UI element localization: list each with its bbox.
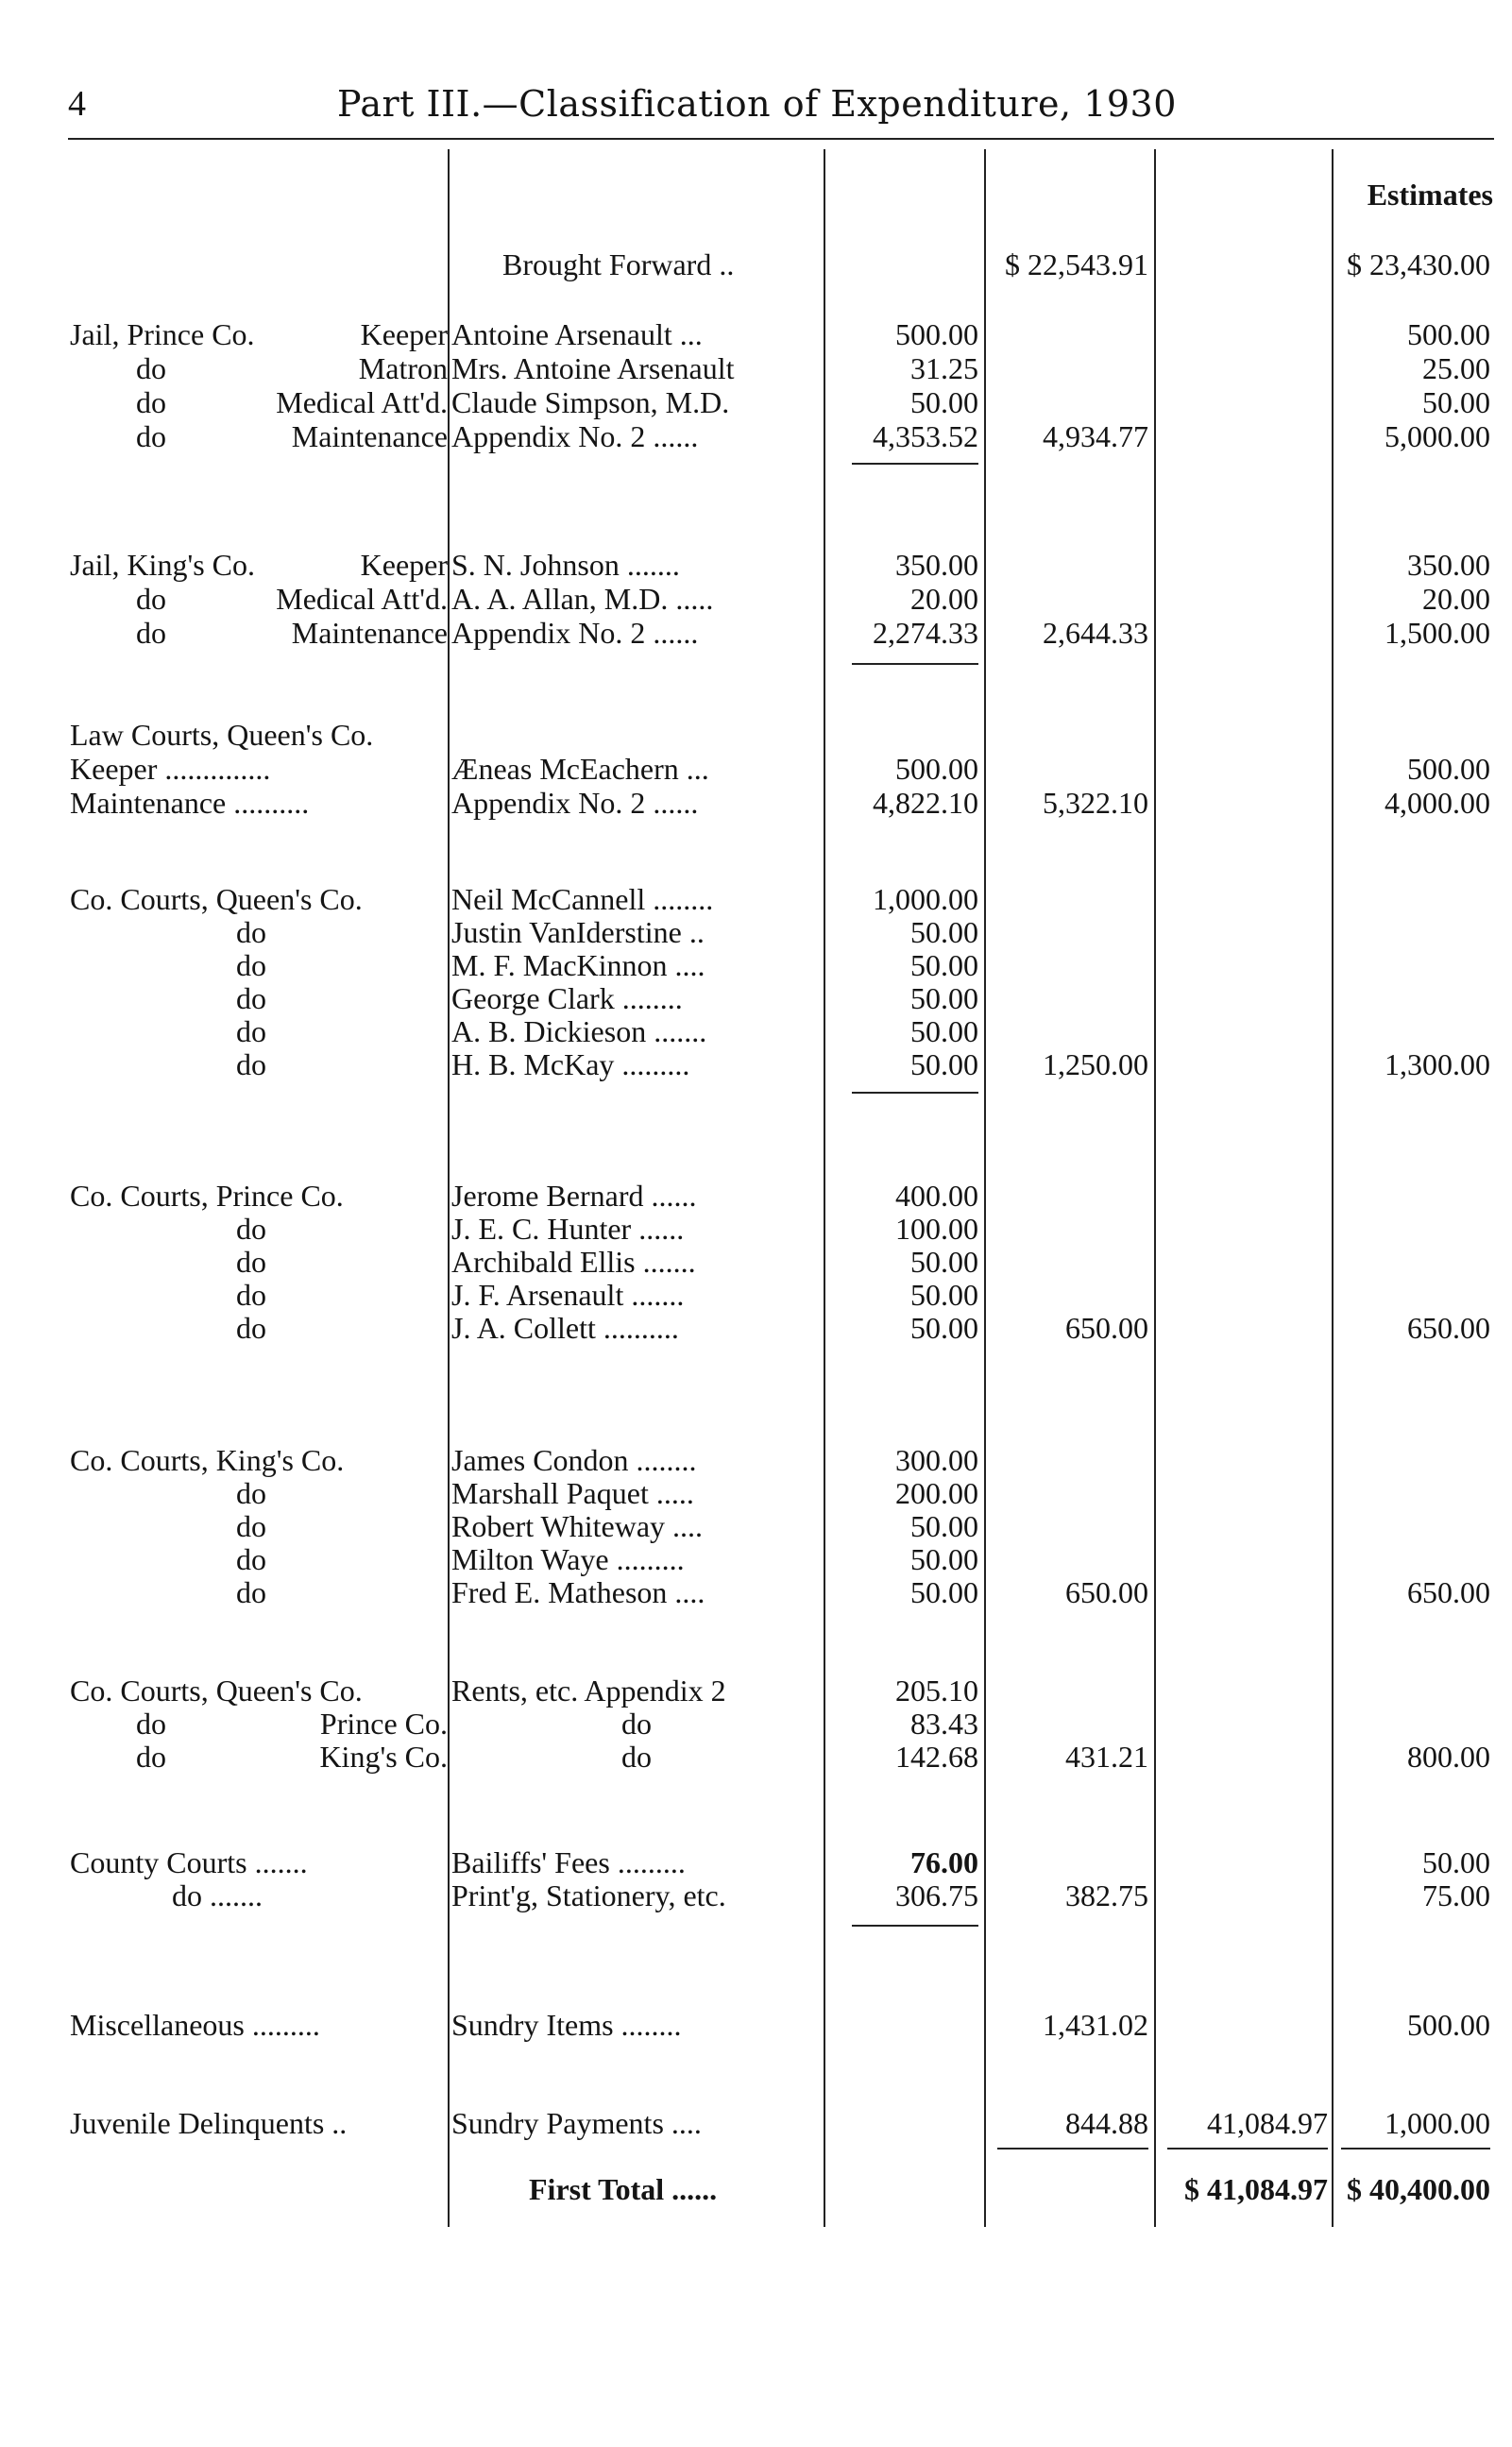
row-item-amount: 50.00 bbox=[910, 385, 978, 419]
row-payee: Milton Waye ......... bbox=[451, 1542, 685, 1576]
row-item-amount: 100.00 bbox=[895, 1212, 978, 1246]
table-row bbox=[0, 1014, 1512, 1048]
row-label: do bbox=[136, 419, 166, 453]
table-row bbox=[0, 718, 1512, 752]
row-payee: Fred E. Matheson .... bbox=[451, 1575, 705, 1609]
estimate-rule bbox=[1341, 2148, 1490, 2150]
row-item-amount: 50.00 bbox=[910, 1542, 978, 1576]
row-item-amount: 50.00 bbox=[910, 981, 978, 1015]
table-row bbox=[0, 1878, 1512, 1912]
row-item-amount: 4,822.10 bbox=[873, 786, 978, 820]
row-label: Maintenance .......... bbox=[70, 786, 310, 820]
row-payee: J. F. Arsenault ....... bbox=[451, 1278, 685, 1312]
row-item-amount: 1,000.00 bbox=[873, 882, 978, 916]
subtotal-rule bbox=[852, 1925, 978, 1927]
row-item-amount: 500.00 bbox=[895, 752, 978, 786]
row-label: do ....... bbox=[172, 1878, 263, 1912]
row-estimate: 1,500.00 bbox=[1385, 616, 1490, 650]
first-total-amount: $ 41,084.97 bbox=[1184, 2172, 1328, 2206]
row-label-right: Matron bbox=[358, 351, 448, 385]
row-payee: J. E. C. Hunter ...... bbox=[451, 1212, 685, 1246]
table-row bbox=[0, 1212, 1512, 1246]
row-subtotal: 431.21 bbox=[1065, 1740, 1148, 1774]
first-total-row bbox=[0, 2172, 1512, 2206]
table-row bbox=[0, 2106, 1512, 2140]
row-item-amount: 20.00 bbox=[910, 582, 978, 616]
estimates-heading: Estimates bbox=[1367, 178, 1493, 212]
row-payee: do bbox=[621, 1707, 652, 1741]
subtotal-rule bbox=[852, 463, 978, 465]
row-label: do bbox=[236, 1476, 266, 1510]
subtotal-rule bbox=[852, 663, 978, 665]
row-estimate: 25.00 bbox=[1422, 351, 1490, 385]
row-item-amount: 142.68 bbox=[895, 1740, 978, 1774]
row-label-right: Medical Att'd. bbox=[276, 385, 448, 419]
table-row bbox=[0, 1179, 1512, 1213]
row-label: do bbox=[236, 1575, 266, 1609]
row-label: Co. Courts, Queen's Co. bbox=[70, 882, 363, 916]
row-label: Co. Courts, Prince Co. bbox=[70, 1179, 344, 1213]
row-subtotal: 1,431.02 bbox=[1043, 2008, 1148, 2042]
row-estimate: 350.00 bbox=[1407, 548, 1490, 582]
row-item-amount: 50.00 bbox=[910, 1014, 978, 1048]
row-label: do bbox=[136, 616, 166, 650]
row-label: do bbox=[236, 948, 266, 982]
row-item-amount: 205.10 bbox=[895, 1674, 978, 1708]
page-header bbox=[68, 83, 1249, 140]
table-row bbox=[0, 752, 1512, 786]
row-item-amount: 50.00 bbox=[910, 948, 978, 982]
row-subtotal: 5,322.10 bbox=[1043, 786, 1148, 820]
row-label: do bbox=[236, 1278, 266, 1312]
table-row bbox=[0, 1575, 1512, 1609]
row-label-right: Medical Att'd. bbox=[276, 582, 448, 616]
row-label: do bbox=[236, 1509, 266, 1543]
table-row bbox=[0, 548, 1512, 582]
row-payee: A. A. Allan, M.D. ..... bbox=[451, 582, 714, 616]
row-label: do bbox=[236, 1014, 266, 1048]
table-row bbox=[0, 882, 1512, 916]
row-label: Keeper .............. bbox=[70, 752, 271, 786]
row-payee: Marshall Paquet ..... bbox=[451, 1476, 694, 1510]
row-payee: A. B. Dickieson ....... bbox=[451, 1014, 707, 1048]
row-estimate: 650.00 bbox=[1407, 1575, 1490, 1609]
table-row bbox=[0, 317, 1512, 351]
row-payee: S. N. Johnson ....... bbox=[451, 548, 680, 582]
table-row bbox=[0, 786, 1512, 820]
row-payee: Bailiffs' Fees ......... bbox=[451, 1845, 686, 1879]
row-estimate: 1,000.00 bbox=[1385, 2106, 1490, 2140]
header-rule bbox=[68, 138, 1494, 140]
table-row bbox=[0, 2008, 1512, 2042]
row-label-right: Keeper bbox=[360, 548, 448, 582]
row-label: do bbox=[136, 1707, 166, 1741]
table-row bbox=[0, 582, 1512, 616]
row-label: do bbox=[236, 981, 266, 1015]
table-row bbox=[0, 1509, 1512, 1543]
table-row bbox=[0, 1476, 1512, 1510]
row-subtotal: 844.88 bbox=[1065, 2106, 1148, 2140]
row-estimate: 500.00 bbox=[1407, 752, 1490, 786]
row-payee: do bbox=[621, 1740, 652, 1774]
row-label: do bbox=[236, 1245, 266, 1279]
table-row bbox=[0, 1311, 1512, 1345]
table-row bbox=[0, 1542, 1512, 1576]
row-label: do bbox=[236, 1047, 266, 1081]
table-row bbox=[0, 1740, 1512, 1774]
subtotal-rule bbox=[852, 1092, 978, 1094]
table-row bbox=[0, 419, 1512, 453]
row-subtotal: 382.75 bbox=[1065, 1878, 1148, 1912]
row-label: do bbox=[136, 385, 166, 419]
row-item-amount: 83.43 bbox=[910, 1707, 978, 1741]
row-subtotal: 4,934.77 bbox=[1043, 419, 1148, 453]
table-row bbox=[0, 1707, 1512, 1741]
row-estimate: 50.00 bbox=[1422, 1845, 1490, 1879]
row-estimate: 1,300.00 bbox=[1385, 1047, 1490, 1081]
table-row bbox=[0, 981, 1512, 1015]
row-label: do bbox=[136, 1740, 166, 1774]
table-row bbox=[0, 385, 1512, 419]
row-label: Law Courts, Queen's Co. bbox=[70, 718, 374, 752]
row-item-amount: 350.00 bbox=[895, 548, 978, 582]
table-row bbox=[0, 1278, 1512, 1312]
row-total: 41,084.97 bbox=[1207, 2106, 1328, 2140]
row-label: do bbox=[236, 915, 266, 949]
row-payee: Sundry Payments .... bbox=[451, 2106, 702, 2140]
row-estimate: 50.00 bbox=[1422, 385, 1490, 419]
page-number: 4 bbox=[68, 84, 86, 124]
first-total-estimate: $ 40,400.00 bbox=[1347, 2172, 1490, 2206]
row-item-amount: 400.00 bbox=[895, 1179, 978, 1213]
row-item-amount: 200.00 bbox=[895, 1476, 978, 1510]
row-estimate: 500.00 bbox=[1407, 2008, 1490, 2042]
row-label: do bbox=[236, 1542, 266, 1576]
brought-forward-row bbox=[0, 247, 1512, 281]
row-label: do bbox=[236, 1212, 266, 1246]
row-label: Jail, King's Co. bbox=[70, 548, 255, 582]
row-subtotal: 2,644.33 bbox=[1043, 616, 1148, 650]
row-estimate: 75.00 bbox=[1422, 1878, 1490, 1912]
row-payee: Appendix No. 2 ...... bbox=[451, 419, 699, 453]
row-payee: George Clark ........ bbox=[451, 981, 683, 1015]
row-payee: Sundry Items ........ bbox=[451, 2008, 682, 2042]
row-estimate: 500.00 bbox=[1407, 317, 1490, 351]
page-title: Part III.—Classification of Expenditure, 1930 bbox=[337, 83, 1177, 125]
row-estimate: 4,000.00 bbox=[1385, 786, 1490, 820]
row-item-amount: 50.00 bbox=[910, 1245, 978, 1279]
row-payee: Æneas McEachern ... bbox=[451, 752, 709, 786]
row-estimate: 20.00 bbox=[1422, 582, 1490, 616]
row-label-right: Prince Co. bbox=[319, 1707, 448, 1741]
row-label-right: Keeper bbox=[360, 317, 448, 351]
brought-forward-label: Brought Forward .. bbox=[502, 247, 735, 281]
row-label: Jail, Prince Co. bbox=[70, 317, 255, 351]
row-subtotal: 1,250.00 bbox=[1043, 1047, 1148, 1081]
row-item-amount: 500.00 bbox=[895, 317, 978, 351]
row-payee: Jerome Bernard ...... bbox=[451, 1179, 697, 1213]
row-payee: Robert Whiteway .... bbox=[451, 1509, 704, 1543]
table-row bbox=[0, 915, 1512, 949]
row-item-amount: 31.25 bbox=[910, 351, 978, 385]
total-rule bbox=[1167, 2148, 1328, 2150]
row-payee: Print'g, Stationery, etc. bbox=[451, 1878, 726, 1912]
row-item-amount: 4,353.52 bbox=[873, 419, 978, 453]
table-row bbox=[0, 1674, 1512, 1708]
row-label: Juvenile Delinquents .. bbox=[70, 2106, 348, 2140]
row-label-right: King's Co. bbox=[319, 1740, 448, 1774]
row-estimate: 800.00 bbox=[1407, 1740, 1490, 1774]
row-label: County Courts ....... bbox=[70, 1845, 308, 1879]
row-item-amount: 2,274.33 bbox=[873, 616, 978, 650]
row-payee: H. B. McKay ......... bbox=[451, 1047, 690, 1081]
row-item-amount: 300.00 bbox=[895, 1443, 978, 1477]
row-payee: Appendix No. 2 ...... bbox=[451, 786, 699, 820]
row-label-right: Maintenance bbox=[291, 616, 448, 650]
subtotal-rule bbox=[997, 2148, 1148, 2150]
row-payee: M. F. MacKinnon .... bbox=[451, 948, 705, 982]
row-payee: James Condon ........ bbox=[451, 1443, 697, 1477]
row-label: do bbox=[136, 582, 166, 616]
row-payee: J. A. Collett .......... bbox=[451, 1311, 679, 1345]
row-item-amount: 50.00 bbox=[910, 1278, 978, 1312]
row-estimate: 5,000.00 bbox=[1385, 419, 1490, 453]
table-row bbox=[0, 616, 1512, 650]
table-row bbox=[0, 1245, 1512, 1279]
row-payee: Archibald Ellis ....... bbox=[451, 1245, 696, 1279]
row-label: Co. Courts, Queen's Co. bbox=[70, 1674, 363, 1708]
row-label-right: Maintenance bbox=[291, 419, 448, 453]
row-payee: Mrs. Antoine Arsenault bbox=[451, 351, 735, 385]
first-total-label: First Total ...... bbox=[529, 2172, 718, 2206]
row-label: Miscellaneous ......... bbox=[70, 2008, 320, 2042]
table-row bbox=[0, 1047, 1512, 1081]
row-item-amount: 50.00 bbox=[910, 915, 978, 949]
row-item-amount: 50.00 bbox=[910, 1047, 978, 1081]
row-payee: Antoine Arsenault ... bbox=[451, 317, 703, 351]
table-row bbox=[0, 948, 1512, 982]
row-label: Co. Courts, King's Co. bbox=[70, 1443, 345, 1477]
row-subtotal: 650.00 bbox=[1065, 1575, 1148, 1609]
row-subtotal: 650.00 bbox=[1065, 1311, 1148, 1345]
table-row bbox=[0, 1443, 1512, 1477]
table-row bbox=[0, 351, 1512, 385]
row-item-amount: 76.00 bbox=[910, 1845, 978, 1879]
row-payee: Rents, etc. Appendix 2 bbox=[451, 1674, 726, 1708]
row-item-amount: 306.75 bbox=[895, 1878, 978, 1912]
brought-forward-estimate: $ 23,430.00 bbox=[1347, 247, 1490, 281]
row-payee: Justin VanIderstine .. bbox=[451, 915, 705, 949]
row-estimate: 650.00 bbox=[1407, 1311, 1490, 1345]
row-label: do bbox=[236, 1311, 266, 1345]
row-item-amount: 50.00 bbox=[910, 1575, 978, 1609]
row-payee: Appendix No. 2 ...... bbox=[451, 616, 699, 650]
row-label: do bbox=[136, 351, 166, 385]
brought-forward-subtotal: $ 22,543.91 bbox=[1005, 247, 1148, 281]
table-row bbox=[0, 1845, 1512, 1879]
row-item-amount: 50.00 bbox=[910, 1311, 978, 1345]
row-payee: Claude Simpson, M.D. bbox=[451, 385, 730, 419]
row-item-amount: 50.00 bbox=[910, 1509, 978, 1543]
row-payee: Neil McCannell ........ bbox=[451, 882, 714, 916]
